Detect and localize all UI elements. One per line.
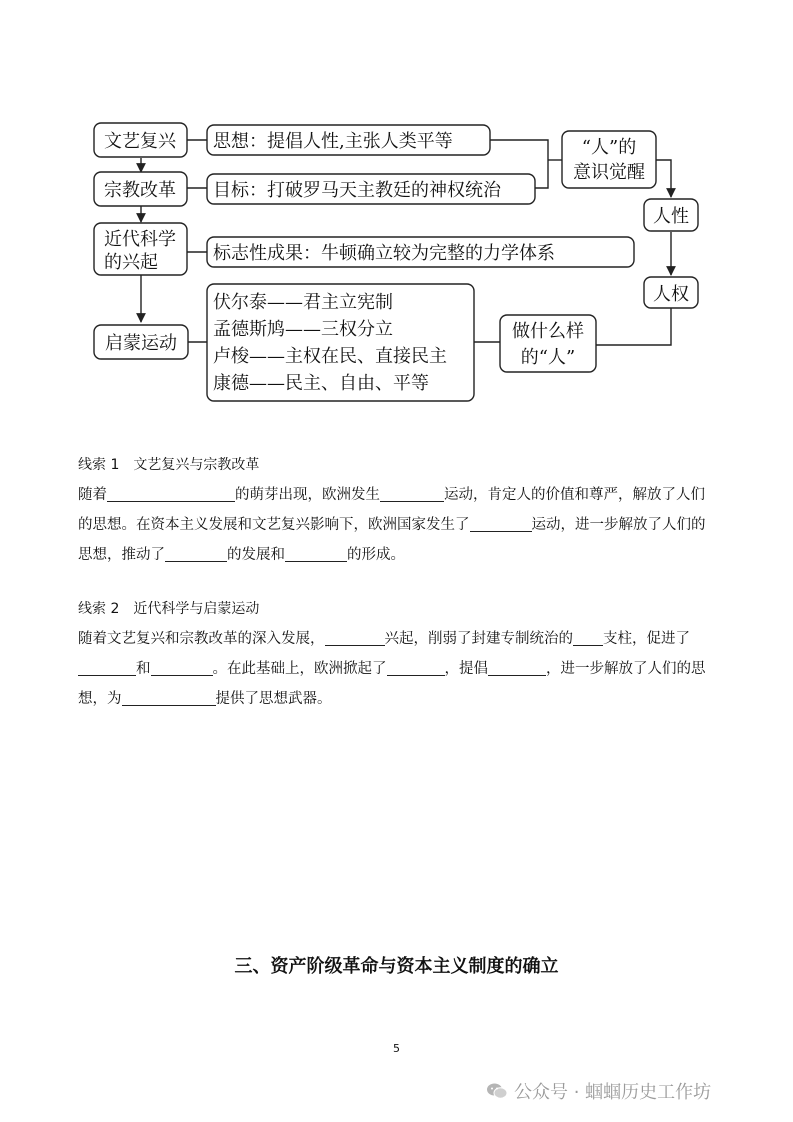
blank[interactable] bbox=[165, 543, 227, 562]
node-what-person bbox=[500, 315, 596, 372]
svg-text:人权: 人权 bbox=[653, 284, 689, 305]
node-reformation bbox=[94, 172, 187, 206]
watermark-text: 公众号 · 蝈蝈历史工作坊 bbox=[514, 1082, 712, 1103]
clue-1 bbox=[78, 450, 718, 570]
page-number: 5 bbox=[393, 1042, 400, 1055]
wechat-icon bbox=[486, 1082, 508, 1100]
clue-1-heading: 线索 1 文艺复兴与宗教改革 bbox=[78, 457, 260, 473]
svg-text:标志性成果：牛顿确立较为完整的力学体系: 标志性成果：牛顿确立较为完整的力学体系 bbox=[213, 243, 555, 264]
svg-text:近代科学: 近代科学 bbox=[104, 229, 176, 250]
info-renaissance bbox=[207, 125, 490, 155]
clue-2-text: 随着文艺复兴和宗教改革的深入发展， 兴起，削弱了封建专制统治的 支柱，促进了和 。在此基础上，欧洲掀起了 ，提倡 ，进一步解放了人们的思想，为 提供了思想武器。 bbox=[78, 624, 718, 714]
svg-text:启蒙运动: 启蒙运动 bbox=[105, 333, 177, 354]
svg-text:“人”的: “人”的 bbox=[581, 137, 637, 158]
blank[interactable] bbox=[78, 657, 136, 676]
svg-text:宗教改革: 宗教改革 bbox=[104, 180, 176, 201]
blank[interactable] bbox=[387, 657, 445, 676]
blank[interactable] bbox=[285, 543, 347, 562]
node-humanity bbox=[644, 199, 698, 231]
svg-text:孟德斯鸠——三权分立: 孟德斯鸠——三权分立 bbox=[213, 319, 393, 340]
svg-text:思想：提倡人性,主张人类平等: 思想：提倡人性,主张人类平等 bbox=[213, 131, 453, 152]
blank[interactable] bbox=[380, 483, 444, 502]
node-human-rights bbox=[644, 277, 698, 308]
info-reformation bbox=[207, 174, 535, 204]
concept-diagram bbox=[0, 0, 793, 420]
node-renaissance bbox=[94, 123, 187, 157]
clue-1-text: 随着 的萌芽出现，欧洲发生 运动，肯定人的价值和尊严，解放了人们的思想。在资本主义发展和文艺复兴影响下，欧洲国家发生了 运动，进一步解放了人们的思想，推动了 的发展和 的形成。 bbox=[78, 480, 718, 570]
clue-2 bbox=[78, 594, 718, 714]
blank[interactable] bbox=[107, 483, 235, 502]
node-awakening bbox=[562, 131, 656, 188]
node-enlightenment bbox=[94, 325, 188, 359]
blank[interactable] bbox=[325, 627, 385, 646]
blank[interactable] bbox=[488, 657, 546, 676]
section-title: 三、资产阶级革命与资本主义制度的确立 bbox=[234, 956, 559, 977]
svg-text:意识觉醒: 意识觉醒 bbox=[573, 162, 645, 183]
svg-text:卢梭——主权在民、直接民主: 卢梭——主权在民、直接民主 bbox=[213, 346, 447, 367]
node-modern-science bbox=[94, 223, 187, 275]
svg-text:康德——民主、自由、平等: 康德——民主、自由、平等 bbox=[213, 373, 429, 394]
svg-text:伏尔泰——君主立宪制: 伏尔泰——君主立宪制 bbox=[213, 292, 393, 313]
svg-text:的兴起: 的兴起 bbox=[104, 252, 158, 273]
svg-text:的“人”: 的“人” bbox=[520, 347, 576, 368]
svg-text:文艺复兴: 文艺复兴 bbox=[104, 131, 176, 152]
thinkers-box bbox=[207, 284, 474, 401]
svg-text:目标：打破罗马天主教廷的神权统治: 目标：打破罗马天主教廷的神权统治 bbox=[213, 180, 501, 201]
blank[interactable] bbox=[151, 657, 213, 676]
watermark bbox=[486, 1078, 711, 1104]
svg-text:人性: 人性 bbox=[653, 206, 689, 227]
blank[interactable] bbox=[573, 627, 603, 646]
blank[interactable] bbox=[470, 513, 532, 532]
clue-2-heading: 线索 2 近代科学与启蒙运动 bbox=[78, 601, 260, 617]
blank[interactable] bbox=[122, 687, 216, 706]
info-science bbox=[207, 237, 634, 267]
svg-text:做什么样: 做什么样 bbox=[512, 321, 584, 342]
